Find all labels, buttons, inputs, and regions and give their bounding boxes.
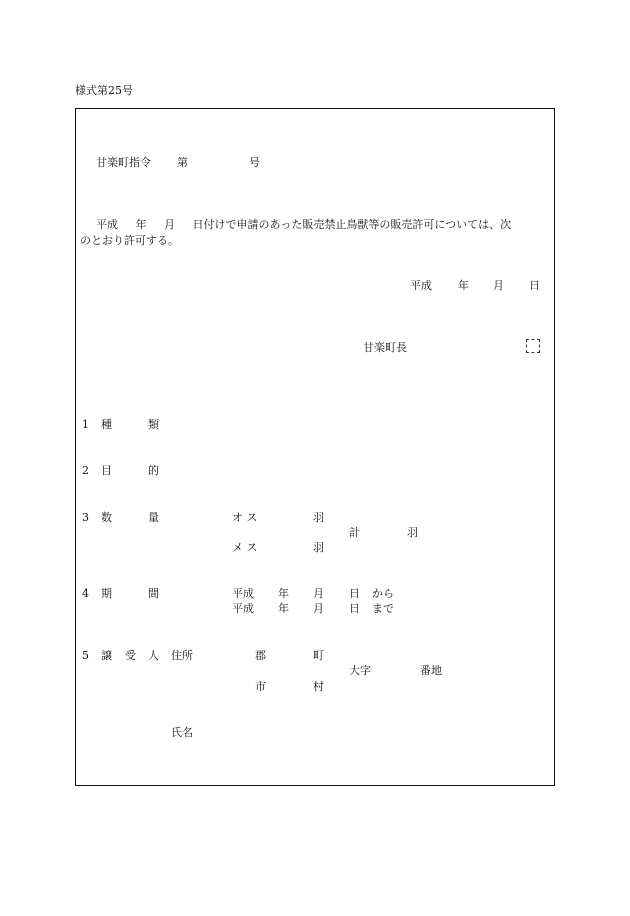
item1-label-a: 種: [101, 418, 112, 431]
mura-label: 村: [313, 680, 324, 693]
seal-box: [526, 339, 540, 353]
item1-number: 1: [82, 418, 89, 431]
date-era: 平成: [410, 279, 432, 292]
item3-number: 3: [82, 511, 89, 524]
item2-label-b: 的: [148, 464, 159, 477]
item2-number: 2: [82, 464, 89, 477]
oaza-label: 大字: [349, 664, 371, 677]
female-label: メ ス: [232, 541, 258, 554]
issuer: 甘楽町長: [363, 341, 407, 354]
period-from-era: 平成: [232, 587, 254, 600]
banchi-label: 番地: [420, 664, 442, 677]
period-to-day: 日: [349, 602, 360, 615]
date-month: 月: [493, 279, 504, 292]
item5-number: 5: [82, 649, 89, 662]
period-to-year: 年: [278, 602, 289, 615]
male-label: オ ス: [232, 511, 258, 524]
item5-label-c: 人: [148, 649, 159, 662]
date-year: 年: [458, 279, 469, 292]
item4-label-a: 期: [101, 587, 112, 600]
period-from-label: から: [372, 587, 394, 600]
period-to-month: 月: [313, 602, 324, 615]
period-from-month: 月: [313, 587, 324, 600]
item2-label-a: 目: [101, 464, 112, 477]
item5-label-b: 受: [125, 649, 136, 662]
total-unit: 羽: [407, 526, 418, 539]
shi-label: 市: [255, 680, 266, 693]
female-unit: 羽: [313, 541, 324, 554]
body-line-1: 平成 年 月 日付けで申請のあった販売禁止鳥獣等の販売許可については、次: [96, 218, 512, 231]
address-label: 住所: [171, 649, 193, 662]
machi-label: 町: [313, 649, 324, 662]
ref-prefix: 甘楽町指令: [96, 156, 151, 169]
item3-label-b: 量: [148, 511, 159, 524]
ref-go: 号: [249, 156, 260, 169]
body-line-2: のとおり許可する。: [80, 234, 179, 247]
item1-label-b: 類: [148, 418, 159, 431]
period-to-label: まで: [372, 602, 394, 615]
ref-dai: 第: [177, 156, 188, 169]
item5-label-a: 譲: [101, 649, 112, 662]
item3-label-a: 数: [101, 511, 112, 524]
period-from-day: 日: [349, 587, 360, 600]
total-label: 計: [349, 526, 360, 539]
period-from-year: 年: [278, 587, 289, 600]
male-unit: 羽: [313, 511, 324, 524]
item4-number: 4: [82, 587, 89, 600]
date-day: 日: [529, 279, 540, 292]
name-label: 氏名: [171, 726, 193, 739]
gun-label: 郡: [255, 649, 266, 662]
form-number: 様式第25号: [75, 84, 133, 97]
item4-label-b: 間: [148, 587, 159, 600]
period-to-era: 平成: [232, 602, 254, 615]
